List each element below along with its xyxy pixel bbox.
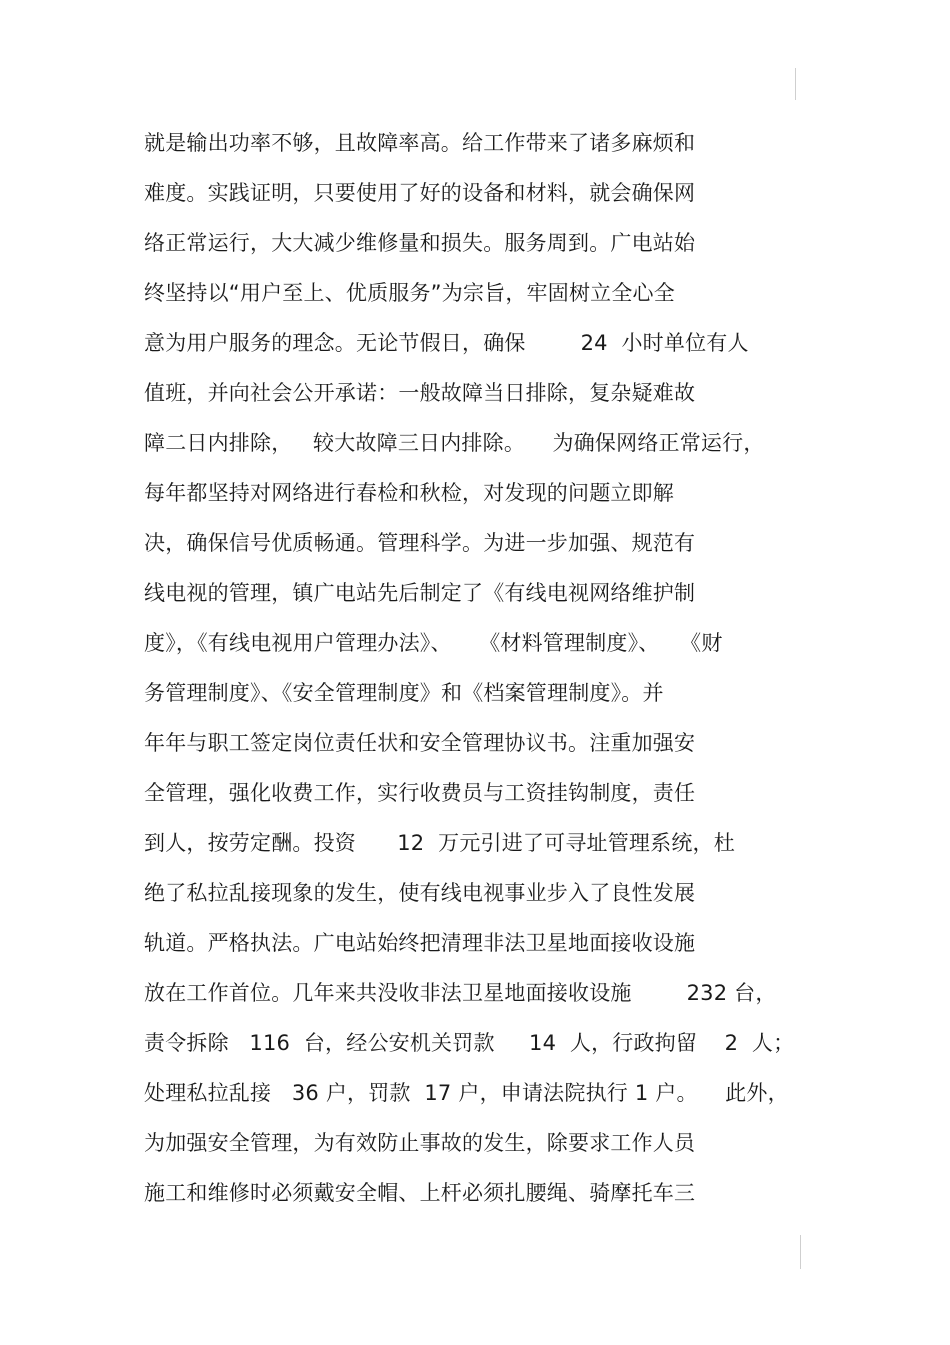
text-line: 障二日内排除， 较大故障三日内排除。 为确保网络正常运行， [144,431,765,455]
text-line: 绝了私拉乱接现象的发生，使有线电视事业步入了良性发展 [144,881,696,905]
text-line: 值班，并向社会公开承诺：一般故障当日排除，复杂疑难故 [144,381,696,405]
text-line: 每年都坚持对网络进行春检和秋检，对发现的问题立即解 [144,481,674,505]
text-line: 就是输出功率不够，且故障率高。给工作带来了诸多麻烦和 [144,131,696,155]
text-line: 全管理，强化收费工作，实行收费员与工资挂钩制度，责任 [144,781,696,805]
body-text [144,118,824,1218]
text-line: 责令拆除 116 台，经公安机关罚款 14 人，行政拘留 2 人； [144,1031,795,1055]
text-line: 决，确保信号优质畅通。管理科学。为进一步加强、规范有 [144,531,696,555]
text-line: 终坚持以“用户至上、优质服务”为宗旨，牢固树立全心全 [144,281,675,305]
text-line: 为加强安全管理，为有效防止事故的发生，除要求工作人员 [144,1131,696,1155]
text-line: 务管理制度》、《安全管理制度》和《档案管理制度》。并 [144,681,664,705]
text-line: 度》，《有线电视用户管理办法》、 《材料管理制度》、 《财 [144,631,723,655]
text-line: 意为用户服务的理念。无论节假日，确保 24 小时单位有人 [144,331,749,355]
page-corner-mark-top [795,68,796,100]
text-line: 线电视的管理，镇广电站先后制定了《有线电视网络维护制 [144,581,696,605]
text-line: 年年与职工签定岗位责任状和安全管理协议书。注重加强安 [144,731,696,755]
page-corner-mark-bottom [800,1235,801,1269]
text-line: 难度。实践证明，只要使用了好的设备和材料，就会确保网 [144,181,696,205]
text-line: 轨道。严格执法。广电站始终把清理非法卫星地面接收设施 [144,931,696,955]
text-line: 施工和维修时必须戴安全帽、上杆必须扎腰绳、骑摩托车三 [144,1181,696,1205]
text-line: 处理私拉乱接 36 户，罚款 17 户，申请法院执行 1 户。 此外， [144,1081,789,1105]
text-line: 到人，按劳定酬。投资 12 万元引进了可寻址管理系统，杜 [144,831,735,855]
text-line: 放在工作首位。几年来共没收非法卫星地面接收设施 232 台， [144,981,777,1005]
text-line: 络正常运行，大大减少维修量和损失。服务周到。广电站始 [144,231,696,255]
